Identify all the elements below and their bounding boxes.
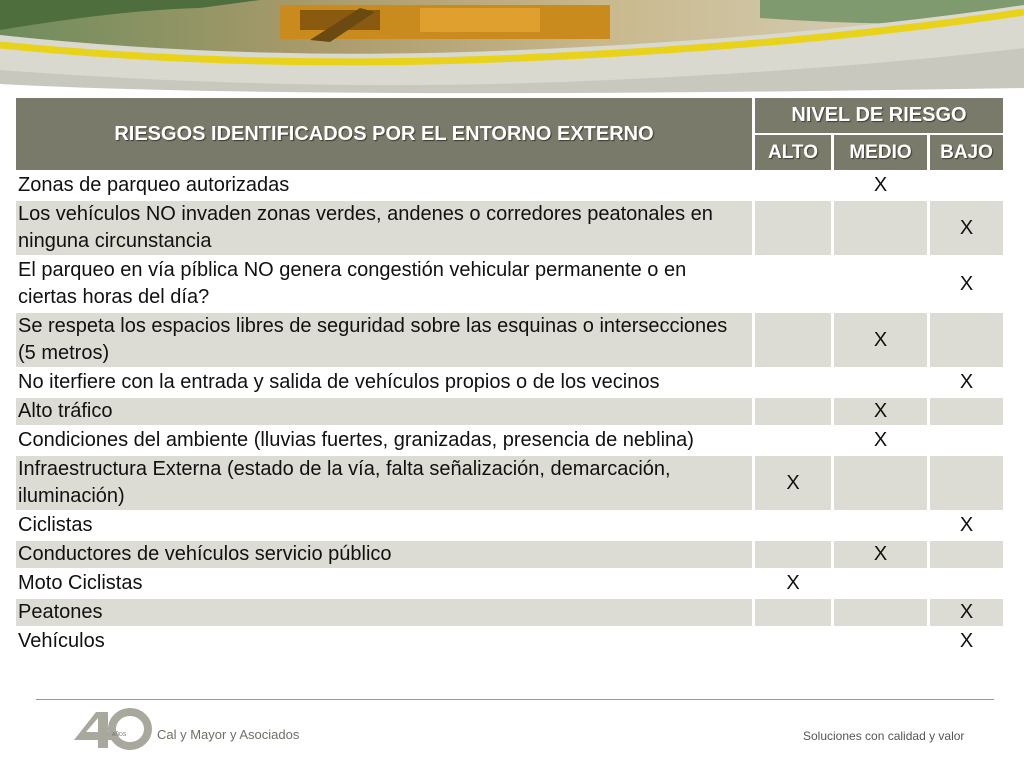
medio-mark: X bbox=[834, 313, 927, 367]
bajo-mark: X bbox=[930, 201, 1003, 255]
table-row bbox=[16, 427, 1003, 454]
alto-mark: X bbox=[786, 572, 800, 594]
bajo-mark bbox=[930, 427, 1003, 454]
table-row bbox=[16, 570, 1003, 597]
risk-label: Peatones bbox=[16, 599, 752, 626]
footer-slogan: Soluciones con calidad y valor bbox=[803, 729, 965, 743]
risk-label: Conductores de vehículos servicio público bbox=[16, 541, 752, 568]
alto-mark bbox=[755, 201, 831, 255]
medio-mark bbox=[834, 369, 927, 396]
table-row bbox=[16, 257, 1003, 311]
risk-label: Alto tráfico bbox=[16, 398, 752, 425]
table-row bbox=[16, 512, 1003, 539]
medio-mark: X bbox=[834, 541, 927, 568]
excavator-image bbox=[280, 5, 610, 42]
alto-mark bbox=[755, 541, 831, 568]
risk-title-header: RIESGOS IDENTIFICADOS POR EL ENTORNO EXTERNO bbox=[16, 98, 752, 170]
risk-level-header: NIVEL DE RIESGO bbox=[755, 98, 1003, 133]
bajo-mark: X bbox=[959, 272, 974, 295]
risk-label: Vehículos bbox=[18, 630, 105, 652]
level-alto-header: ALTO bbox=[755, 135, 831, 170]
medio-mark: X bbox=[873, 174, 888, 196]
alto-mark bbox=[755, 599, 831, 626]
medio-mark bbox=[834, 456, 927, 510]
alto-mark: X bbox=[755, 456, 831, 510]
medio-mark: X bbox=[873, 429, 888, 451]
table-row bbox=[16, 313, 1003, 367]
risk-label: Se respeta los espacios libres de seguridad sobre las esquinas o intersecciones (5 metros) bbox=[16, 313, 752, 367]
bajo-mark bbox=[930, 570, 1003, 597]
bajo-mark bbox=[930, 172, 1003, 199]
bajo-mark bbox=[930, 541, 1003, 568]
table-row bbox=[16, 369, 1003, 396]
risk-label: Zonas de parqueo autorizadas bbox=[18, 174, 290, 196]
table-row bbox=[16, 628, 1003, 655]
alto-mark bbox=[755, 313, 831, 367]
risk-label: El parqueo en vía píblica NO genera congestión vehicular permanente o en ciertas horas del día? bbox=[18, 259, 687, 308]
table-row bbox=[16, 541, 1003, 568]
alto-mark bbox=[755, 628, 831, 655]
bajo-mark bbox=[930, 456, 1003, 510]
bajo-mark: X bbox=[959, 514, 974, 536]
medio-mark bbox=[834, 570, 927, 597]
risk-label: Condiciones del ambiente (lluvias fuertes, granizadas, presencia de neblina) bbox=[18, 429, 694, 451]
table-row bbox=[16, 398, 1003, 425]
table-row bbox=[16, 201, 1003, 255]
medio-mark bbox=[834, 257, 927, 311]
level-bajo-header: BAJO bbox=[930, 135, 1003, 170]
bajo-mark bbox=[930, 313, 1003, 367]
risk-label: Infraestructura Externa (estado de la vía, falta señalización, demarcación, iluminación) bbox=[16, 456, 752, 510]
svg-text:AÑOS: AÑOS bbox=[112, 732, 127, 738]
alto-mark bbox=[755, 512, 831, 539]
alto-mark bbox=[755, 398, 831, 425]
bajo-mark: X bbox=[959, 630, 974, 652]
table-row bbox=[16, 456, 1003, 510]
risk-label: Ciclistas bbox=[18, 514, 93, 536]
table-row bbox=[16, 599, 1003, 626]
alto-mark bbox=[755, 369, 831, 396]
risk-label: Moto Ciclistas bbox=[18, 572, 143, 594]
medio-mark bbox=[834, 512, 927, 539]
company-name: Cal y Mayor y Asociados bbox=[157, 727, 300, 742]
level-medio-header: MEDIO bbox=[834, 135, 927, 170]
header-banner-image bbox=[0, 0, 1024, 95]
alto-mark bbox=[755, 427, 831, 454]
bajo-mark: X bbox=[930, 599, 1003, 626]
risk-table bbox=[13, 96, 1006, 657]
medio-mark bbox=[834, 201, 927, 255]
alto-mark bbox=[755, 257, 831, 311]
risk-label: No iterfiere con la entrada y salida de vehículos propios o de los vecinos bbox=[18, 371, 660, 393]
footer-divider bbox=[36, 699, 994, 700]
medio-mark bbox=[834, 599, 927, 626]
bajo-mark bbox=[930, 398, 1003, 425]
alto-mark bbox=[755, 172, 831, 199]
table-row bbox=[16, 172, 1003, 199]
risk-label: Los vehículos NO invaden zonas verdes, andenes o corredores peatonales en ninguna circunstancia bbox=[16, 201, 752, 255]
medio-mark bbox=[834, 628, 927, 655]
bajo-mark: X bbox=[959, 371, 974, 393]
medio-mark: X bbox=[834, 398, 927, 425]
40-years-logo bbox=[66, 704, 156, 750]
